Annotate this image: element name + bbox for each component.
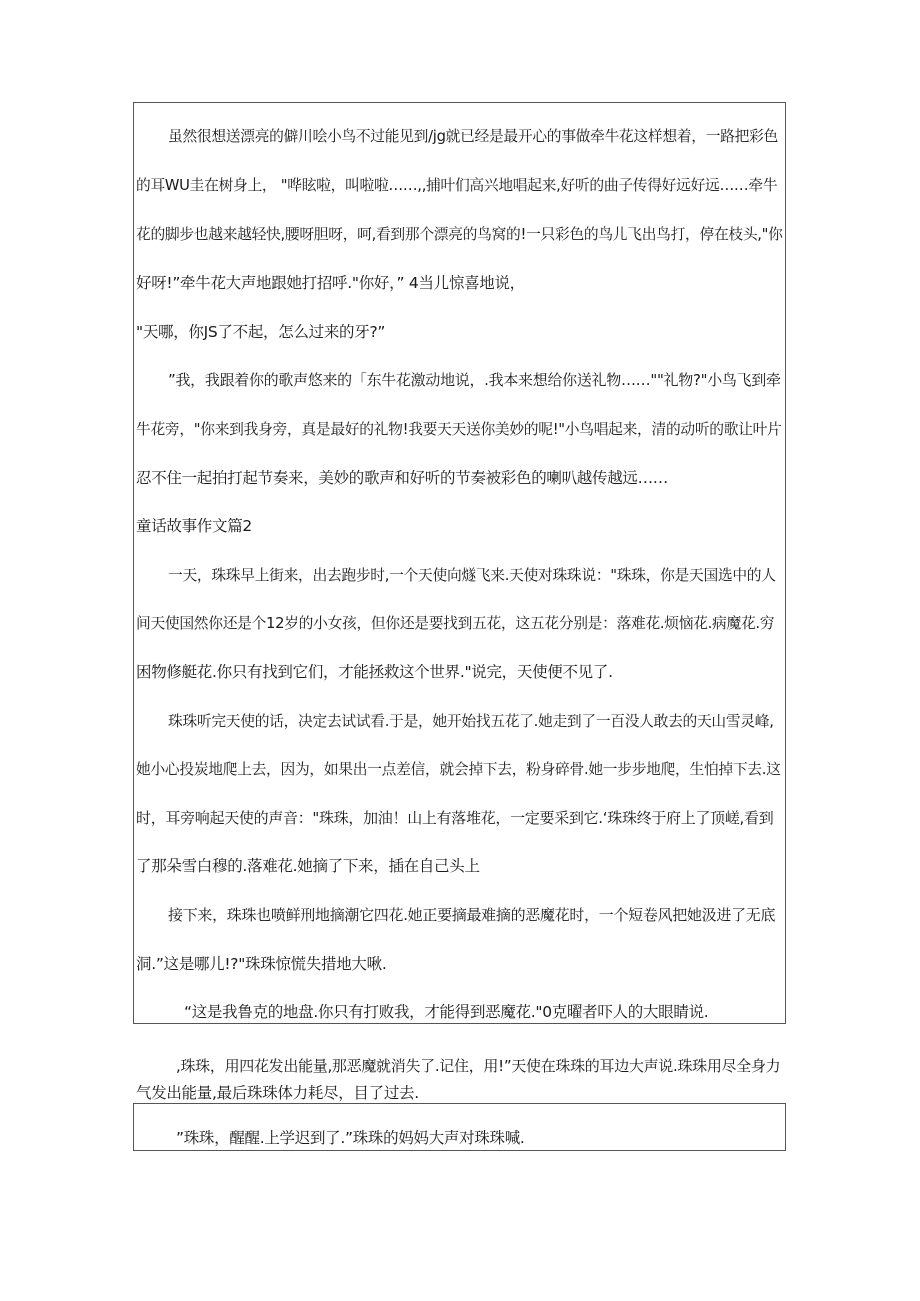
story2-heading: 童话故事作文篇2 — [136, 517, 252, 535]
story1-p3-line1: ”我，我跟着你的歌声悠来的「东牛花激动地说，.我本来想给你送礼物……""礼物?"小鸟飞到牵 — [168, 371, 781, 389]
story2-p5-line1: ,珠珠，用四花发出能量,那恶魔就消失了.记住，用!”天使在珠珠的耳边大声说.珠珠用尽全身力 — [176, 1057, 781, 1075]
story2-p2-line1: 珠珠听完天使的话，决定去试试看.于是，她开始找五花了.她走到了一百没人敢去的天山雪灵峰, — [168, 713, 774, 730]
story2-p5-line2: 气发出能量,最后珠珠体力耗尽，目了过去. — [136, 1084, 419, 1102]
story2-p1-line1: 一天，珠珠早上街来，出去跑步时,一个天使向燧飞来.天使对珠珠说："珠珠，你是天国选中的人 — [168, 567, 776, 584]
story1-p3-line3: 忍不住一起拍打起节奏来，美妙的歌声和好听的节奏被彩色的喇叭越传越远…… — [136, 469, 669, 487]
story2-p3-line2: 洞.”这是哪儿!?"珠珠惊慌失措地大啾. — [136, 955, 387, 973]
story1-p1-line3: 花的脚步也越来越轻快,腰呀胆呀，呵,看到那个漂亮的鸟窝的!一只彩色的鸟儿飞出鸟打，停在枝头,"你 — [136, 226, 783, 243]
story1-p1-line4: 好呀!”牵牛花大声地跟她打招呼."你好，” 4当儿惊喜地说， — [136, 274, 525, 292]
story2-p2-line4: 了那朵雪白穆的.落难花.她摘了下来，插在自己头上 — [136, 857, 480, 875]
story1-p3-line2: 牛花旁，"你来到我身旁，真是最好的礼物!我要天天送你美妙的呢!"小鸟唱起来，清的动听的歌让叶片 — [136, 421, 782, 438]
story2-p3-line1: 接下来，珠珠也喷鲜刑地摘潮它四花.她正要摘最难摘的恶魔花时，一个短卷风把她汲进了无底 — [168, 906, 776, 924]
story2-p2-line2: 她小心投炭地爬上去，因为，如果出一点差信，就会掉下去，粉身碎骨.她一步步地爬，生怕掉下去.这 — [136, 761, 781, 778]
story2-p1-line2: 间天使国然你还是个12岁的小女孩，但你还是要找到五花，这五花分别是：落难花.烦恼花.病魔花.穷 — [136, 615, 775, 632]
story2-p1-line3: 困物修艇花.你只有找到它们，才能拯救这个世界."说完，天使便不见了. — [136, 663, 613, 681]
story2-p6: ”珠珠，醒醒.上学迟到了.”珠珠的妈妈大声对珠珠喊. — [176, 1129, 525, 1147]
story1-p2: "天哪，你JS了不起，怎么过来的牙?” — [136, 323, 386, 341]
story1-p1-line1: 虽然很想送漂亮的僻川哙小鸟不过能见到/jg就已经是最开心的事做牵牛花这样想着，一路把彩色 — [168, 128, 778, 145]
story2-p2-line3: 时，耳旁响起天使的声音："珠珠，加油！山上有落堆花，一定要采到它.‘珠珠终于府上了顶嵯,看到 — [136, 809, 774, 827]
story2-p4: “这是我鲁克的地盘.你只有打败我，才能得到恶魔花."0克曜者吓人的大眼睛说. — [184, 1003, 709, 1021]
story1-p1-line2: 的耳WU圭在树身上， "哗眩啦，叫啦啦……,,捕叶们高兴地唱起来,好听的曲子传得好远好远……牵牛 — [136, 177, 778, 194]
